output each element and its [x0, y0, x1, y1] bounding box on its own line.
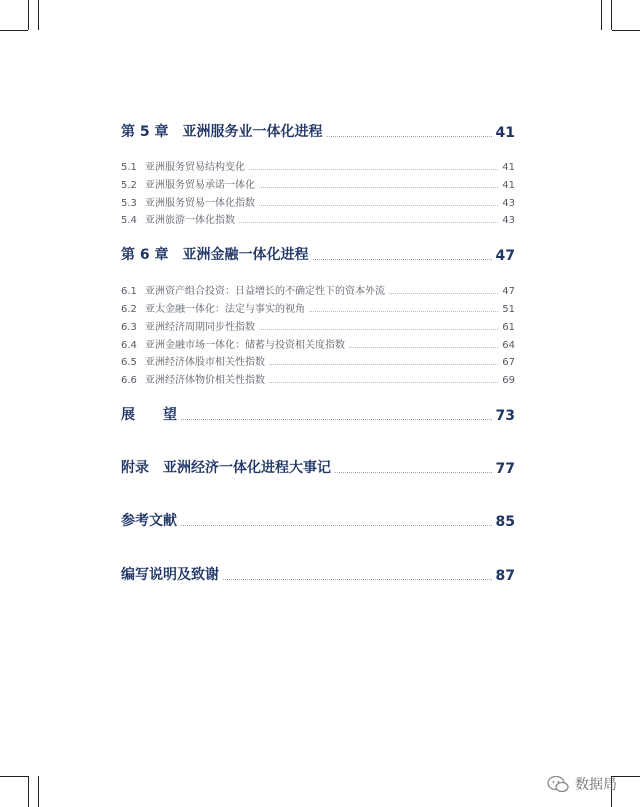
section-number: 6.3 [121, 322, 137, 333]
page-number: 41 [502, 180, 515, 191]
page-number: 73 [495, 408, 515, 424]
crop-mark-tl-v2 [38, 0, 39, 30]
page-number: 67 [502, 357, 515, 368]
section-title: 亚洲服务贸易一体化指数 [145, 198, 255, 209]
leader-dots [269, 364, 498, 365]
chapter-title: 亚洲服务业一体化进程 [182, 124, 323, 140]
page-number: 51 [502, 304, 515, 315]
leader-dots [335, 472, 492, 473]
crop-mark-bl-h [0, 776, 28, 777]
section-number: 5.2 [121, 180, 137, 191]
leader-dots [259, 329, 498, 330]
section-title: 亚洲服务贸易承诺一体化 [145, 180, 255, 191]
toc-outlook[interactable] [121, 404, 515, 424]
leader-dots [223, 579, 492, 580]
leader-dots [389, 293, 498, 294]
section-number: 5.3 [121, 198, 137, 209]
toc-section-6-5[interactable] [121, 353, 515, 368]
chapter-title: 编写说明及致谢 [121, 567, 219, 583]
section-title: 亚洲旅游一体化指数 [145, 215, 235, 226]
page-number: 69 [502, 375, 515, 386]
page-number: 61 [502, 322, 515, 333]
crop-mark-bl-v2 [38, 776, 39, 807]
toc-acknowledgements[interactable] [121, 564, 515, 584]
toc-section-5-2[interactable] [121, 176, 515, 191]
section-title: 亚洲金融市场一体化：储蓄与投资相关度指数 [145, 340, 345, 351]
page-number: 64 [502, 340, 515, 351]
leader-dots [181, 419, 492, 420]
page-number: 41 [495, 125, 515, 141]
leader-dots [349, 347, 498, 348]
chapter-title: 亚洲金融一体化进程 [182, 247, 309, 263]
chapter-number: 第 5 章 [121, 124, 169, 140]
toc-references[interactable] [121, 510, 515, 530]
page-number: 85 [495, 514, 515, 530]
appendix-label: 附录 [121, 460, 149, 476]
leader-dots [249, 169, 498, 170]
watermark [547, 774, 617, 794]
leader-dots [181, 525, 492, 526]
page-number: 43 [502, 198, 515, 209]
toc-section-6-6[interactable] [121, 371, 515, 386]
section-title: 亚洲服务贸易结构变化 [145, 162, 245, 173]
crop-mark-tr-v [611, 0, 612, 30]
toc-section-5-4[interactable] [121, 211, 515, 226]
wechat-icon [547, 775, 569, 793]
toc-section-6-4[interactable] [121, 336, 515, 351]
leader-dots [309, 311, 498, 312]
toc-section-6-3[interactable] [121, 318, 515, 333]
section-title: 亚洲经济体股市相关性指数 [145, 357, 265, 368]
section-title: 亚洲资产组合投资：日益增长的不确定性下的资本外流 [145, 286, 385, 297]
section-number: 6.6 [121, 375, 137, 386]
leader-dots [239, 222, 498, 223]
section-title: 亚洲经济周期同步性指数 [145, 322, 255, 333]
toc-chapter-5[interactable] [121, 121, 515, 141]
watermark-text: 数据局 [575, 777, 617, 793]
toc-section-5-1[interactable] [121, 158, 515, 173]
chapter-title: 展 望 [121, 407, 177, 423]
toc-chapter-6[interactable] [121, 244, 515, 264]
leader-dots [327, 136, 492, 137]
page-number: 41 [502, 162, 515, 173]
crop-mark-tr-v2 [601, 0, 602, 30]
section-number: 6.5 [121, 357, 137, 368]
chapter-number: 第 6 章 [121, 247, 169, 263]
page-number: 47 [502, 286, 515, 297]
crop-mark-tl-h [0, 30, 28, 31]
section-number: 6.2 [121, 304, 137, 315]
leader-dots [259, 205, 498, 206]
section-title: 亚洲经济体物价相关性指数 [145, 375, 265, 386]
chapter-title: 参考文献 [121, 513, 177, 529]
crop-mark-tr-h [612, 30, 640, 31]
toc-section-6-2[interactable] [121, 300, 515, 315]
section-title: 亚太金融一体化：法定与事实的视角 [145, 304, 305, 315]
section-number: 6.1 [121, 286, 137, 297]
page-number: 47 [495, 248, 515, 264]
page-number: 77 [495, 461, 515, 477]
page-number: 87 [495, 568, 515, 584]
leader-dots [269, 382, 498, 383]
page-number: 43 [502, 215, 515, 226]
section-number: 5.4 [121, 215, 137, 226]
toc-section-6-1[interactable] [121, 282, 515, 297]
chapter-title: 亚洲经济一体化进程大事记 [163, 460, 331, 476]
crop-mark-tl-v [28, 0, 29, 30]
leader-dots [313, 259, 492, 260]
section-number: 6.4 [121, 340, 137, 351]
section-number: 5.1 [121, 162, 137, 173]
leader-dots [259, 187, 498, 188]
toc-appendix[interactable] [121, 457, 515, 477]
toc-section-5-3[interactable] [121, 194, 515, 209]
crop-mark-bl-v [28, 776, 29, 807]
